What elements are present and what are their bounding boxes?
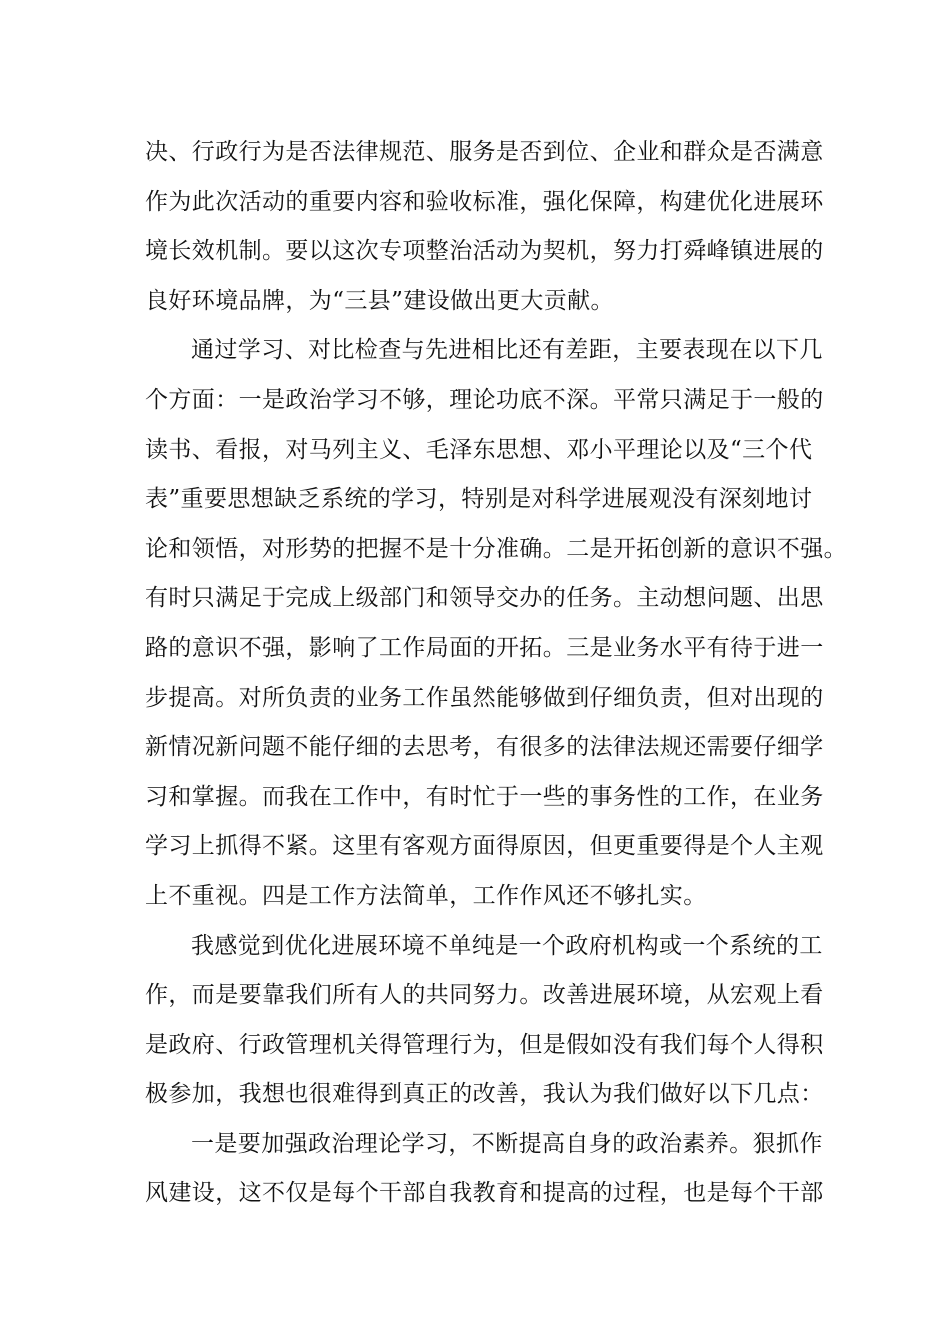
text-line: 作为此次活动的重要内容和验收标准，强化保障，构建优化进展环 — [145, 188, 824, 215]
text-line: 一是要加强政治理论学习，不断提高自身的政治素养。狠抓作 — [191, 1130, 823, 1157]
document-body — [145, 128, 847, 1219]
text-line: 决、行政行为是否法律规范、服务是否到位、企业和群众是否满意 — [145, 139, 824, 165]
text-line: 是政府、行政管理机关得管理行为，但是假如没有我们每个人得积 — [145, 1031, 824, 1058]
text-line: 论和领悟，对形势的把握不是十分准确。二是开拓创新的意识不强。 — [145, 535, 847, 562]
text-line: 步提高。对所负责的业务工作虽然能够做到仔细负责，但对出现的 — [145, 684, 824, 711]
text-line: 读书、看报，对马列主义、毛泽东思想、邓小平理论以及“三个代 — [145, 436, 813, 463]
text-line: 学习上抓得不紧。这里有客观方面得原因，但更重要得是个人主观 — [145, 833, 824, 860]
text-line: 路的意识不强，影响了工作局面的开拓。三是业务水平有待于进一 — [145, 634, 824, 661]
text-line: 极参加，我想也很难得到真正的改善，我认为我们做好以下几点： — [145, 1081, 824, 1108]
text-line: 作，而是要靠我们所有人的共同努力。改善进展环境，从宏观上看 — [145, 982, 824, 1009]
text-line: 我感觉到优化进展环境不单纯是一个政府机构或一个系统的工 — [191, 932, 823, 959]
text-line: 良好环境品牌，为“三县”建设做出更大贡献。 — [145, 287, 614, 314]
text-line: 境长效机制。要以这次专项整治活动为契机，努力打舜峰镇进展的 — [145, 238, 824, 265]
text-line: 上不重视。四是工作方法简单，工作作风还不够扎实。 — [145, 882, 707, 909]
text-line: 习和掌握。而我在工作中，有时忙于一些的事务性的工作，在业务 — [145, 783, 824, 810]
text-line: 个方面：一是政治学习不够，理论功底不深。平常只满足于一般的 — [145, 386, 824, 413]
text-line: 通过学习、对比检查与先进相比还有差距，主要表现在以下几 — [191, 337, 823, 364]
text-line: 新情况新问题不能仔细的去思考，有很多的法律法规还需要仔细学 — [145, 734, 824, 761]
text-line: 风建设，这不仅是每个干部自我教育和提高的过程，也是每个干部 — [145, 1180, 824, 1207]
text-line: 表”重要思想缺乏系统的学习，特别是对科学进展观没有深刻地讨 — [145, 486, 813, 513]
text-line: 有时只满足于完成上级部门和领导交办的任务。主动想问题、出思 — [145, 585, 824, 612]
